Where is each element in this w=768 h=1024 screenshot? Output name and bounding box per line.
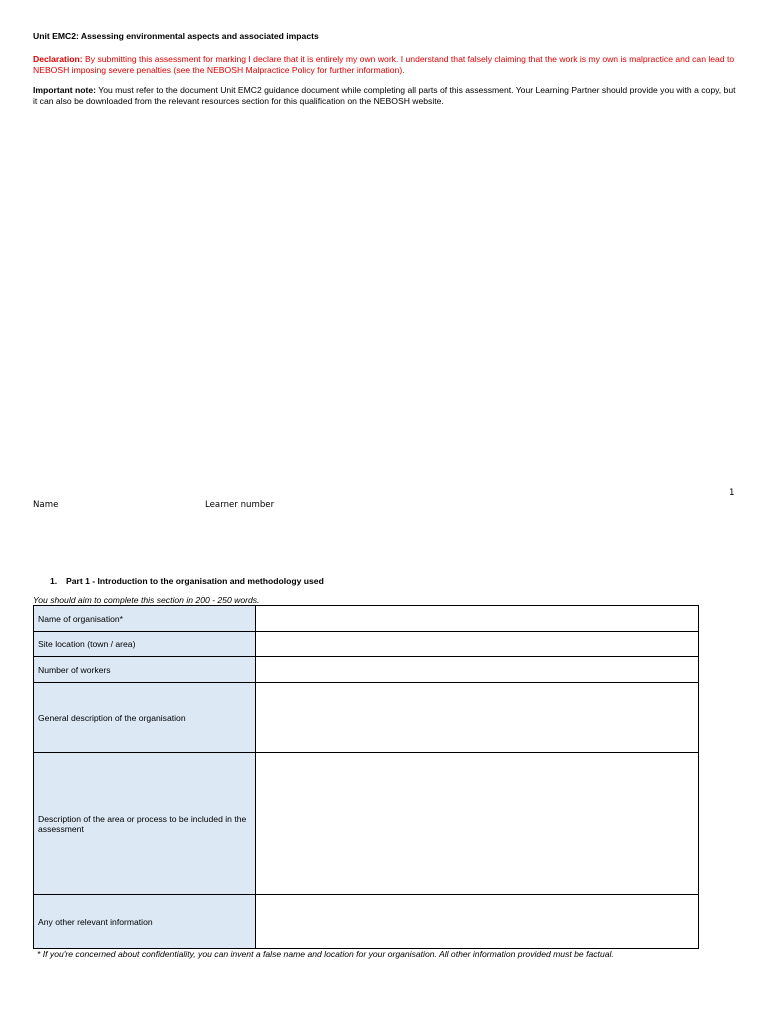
page-number: 1 [729, 488, 735, 498]
table-row [34, 895, 699, 949]
row-label-area-process-description: Description of the area or process to be included in the assessment [34, 753, 256, 895]
declaration [33, 54, 739, 76]
site-location-field[interactable] [256, 632, 699, 657]
table-row [34, 657, 699, 683]
table-row [34, 606, 699, 632]
row-label-organisation-name: Name of organisation* [34, 606, 256, 632]
section-heading [50, 576, 324, 586]
important-note-label: Important note: [33, 85, 97, 95]
row-label-other-information: Any other relevant information [34, 895, 256, 949]
learner-name-label: Name [33, 500, 59, 510]
table-row [34, 683, 699, 753]
table-row [34, 632, 699, 657]
number-of-workers-field[interactable] [256, 657, 699, 683]
general-description-field[interactable] [256, 683, 699, 753]
table-row [34, 753, 699, 895]
area-process-description-field[interactable] [256, 753, 699, 895]
section-title: Part 1 - Introduction to the organisation and methodology used [66, 576, 324, 586]
document-title: Unit EMC2: Assessing environmental aspects and associated impacts [33, 31, 319, 41]
confidentiality-footnote: * If you're concerned about confidentiality, you can invent a false name and location for your organisation. All other information provided must be factual. [37, 949, 614, 959]
section-number: 1. [50, 576, 58, 586]
other-information-field[interactable] [256, 895, 699, 949]
row-label-number-of-workers: Number of workers [34, 657, 256, 683]
organisation-name-field[interactable] [256, 606, 699, 632]
learner-number-label: Learner number [205, 500, 275, 510]
important-note-text: You must refer to the document Unit EMC2 guidance document while completing all parts of this assessment. Your Learning Partner should provide you with a copy, but it can also be downloaded from the relevant resources section for this qualification on the NEBOSH website. [33, 85, 736, 106]
organisation-form-table [33, 605, 699, 949]
row-label-site-location: Site location (town / area) [34, 632, 256, 657]
word-count-instruction: You should aim to complete this section in 200 - 250 words. [33, 595, 260, 605]
important-note [33, 85, 739, 107]
declaration-label: Declaration: [33, 54, 83, 64]
declaration-text: By submitting this assessment for marking I declare that it is entirely my own work. I understand that falsely claiming that the work is my own is malpractice and can lead to NEBOSH imposing severe penalties (see the NEBOSH Malpractice Policy for further information). [33, 54, 735, 75]
row-label-general-description: General description of the organisation [34, 683, 256, 753]
